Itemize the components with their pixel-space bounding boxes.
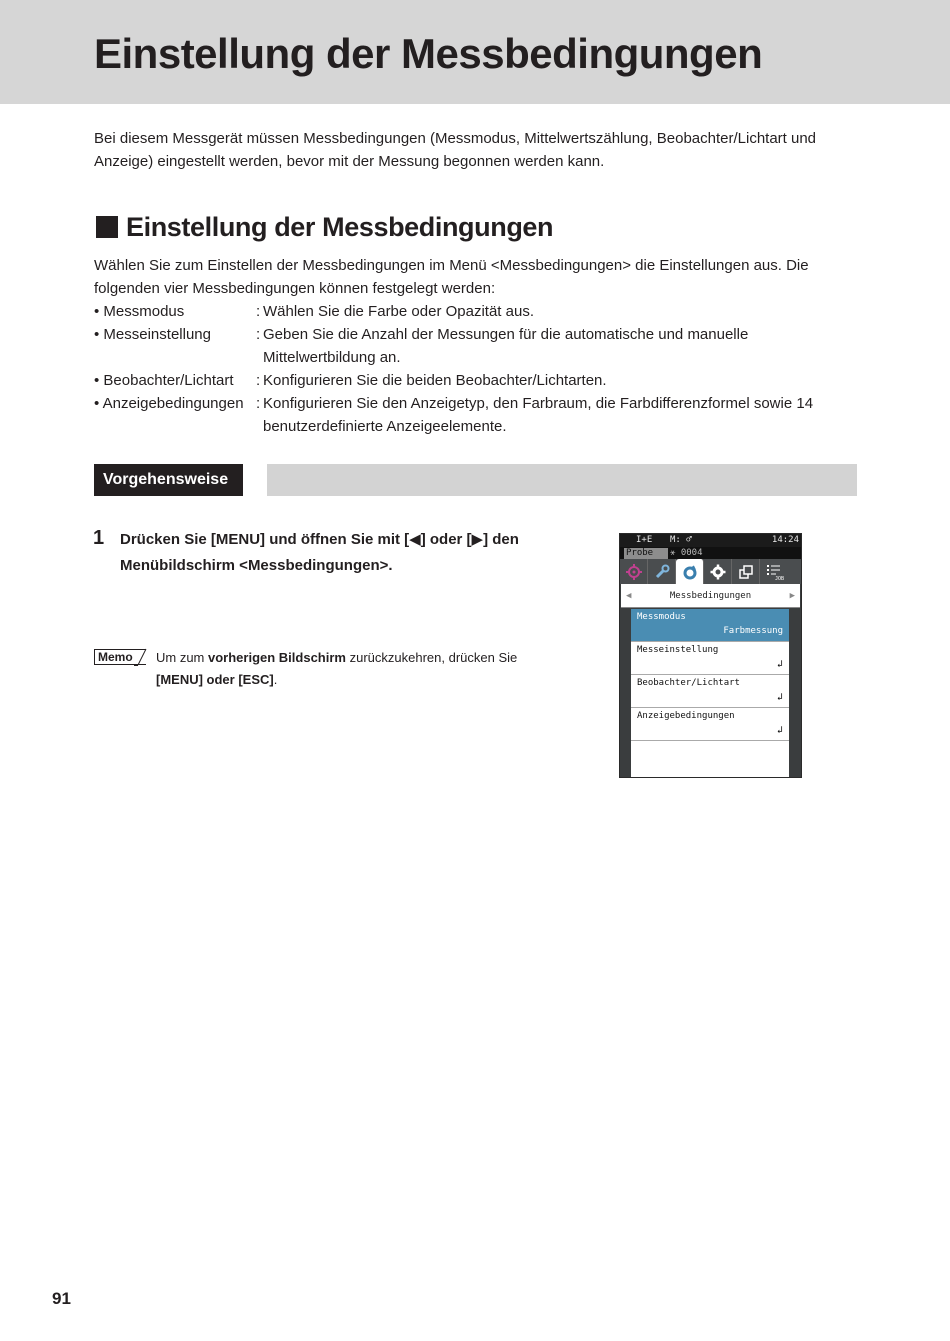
page-title: Einstellung der Messbedingungen xyxy=(94,30,763,77)
enter-icon: ↲ xyxy=(776,659,783,670)
right-arrow-icon[interactable]: ▶ xyxy=(789,591,795,601)
wrench-icon[interactable] xyxy=(648,559,676,584)
target-icon[interactable] xyxy=(620,559,648,584)
procedure-fill xyxy=(267,464,857,496)
page-number: 91 xyxy=(52,1289,71,1308)
procedure-bar xyxy=(94,464,857,496)
definition-desc: Wählen Sie die Farbe oder Opazität aus. xyxy=(263,303,534,320)
device-screen-title-bar xyxy=(621,584,800,608)
device-tab-bar xyxy=(620,559,801,584)
job-label: JOB xyxy=(775,575,785,582)
device-status-mode: I+E xyxy=(636,535,653,545)
definition-term: • Messeinstellung xyxy=(94,326,211,343)
square-bullet-icon xyxy=(96,216,118,238)
menu-item-messeinstellung[interactable] xyxy=(631,642,789,675)
intro-paragraph: Bei diesem Messgerät müssen Messbedingungen (Messmodus, Mittelwertszählung, Beobachter/Lichtart und Anzeige) eingestellt werden, bevor mit der Messung begonnen werden kann. xyxy=(94,130,817,170)
probe-number-value: 0004 xyxy=(680,548,703,558)
enter-icon: ↲ xyxy=(776,725,783,736)
procedure-label: Vorgehensweise xyxy=(94,464,243,496)
device-right-rail xyxy=(789,609,801,777)
memo-text-part: . xyxy=(273,672,278,687)
section-body: Wählen Sie zum Einstellen der Messbedingungen im Menü <Messbedingungen> die Einstellungen aus. Die folgenden vier Messbedingungen können festgelegt werden: xyxy=(94,257,809,297)
step-text: Drücken Sie [MENU] und öffnen Sie mit [◀] oder [▶] den Menübildschirm <Messbedingungen>. xyxy=(120,531,519,574)
drop-icon[interactable] xyxy=(676,559,704,584)
menu-item-label: Messeinstellung xyxy=(637,645,719,655)
device-probe-label: Probe xyxy=(624,548,668,559)
definition-term: • Messmodus xyxy=(94,303,185,320)
device-probe-row xyxy=(620,547,801,559)
device-clock: 14:24 xyxy=(771,535,799,545)
menu-item-label: Messmodus xyxy=(637,612,686,622)
windows-icon[interactable] xyxy=(732,559,760,584)
device-left-rail xyxy=(620,609,631,777)
colon: : xyxy=(256,303,261,320)
menu-item-messmodus[interactable] xyxy=(631,609,789,642)
memo-bold-part: vorherigen Bildschirm xyxy=(208,650,346,665)
device-screen-title: Messbedingungen xyxy=(669,591,752,601)
definition-list xyxy=(94,300,854,438)
colon: : xyxy=(256,395,261,412)
memo-text-part: Um zum xyxy=(156,650,208,665)
definition-row xyxy=(94,300,854,323)
gear-icon[interactable] xyxy=(704,559,732,584)
device-menu-list xyxy=(631,609,789,777)
device-status-bar xyxy=(620,534,801,547)
memo-text xyxy=(156,647,536,691)
memo-slash-icon xyxy=(138,649,148,665)
section-heading xyxy=(96,210,553,244)
definition-row xyxy=(94,323,854,369)
definition-desc: Konfigurieren Sie den Anzeigetyp, den Farbraum, die Farbdifferenzformel sowie 14 benutzerdefinierte Anzeigeelemente. xyxy=(263,395,814,435)
section-heading-text: Einstellung der Messbedingungen xyxy=(126,211,554,242)
enter-icon: ↲ xyxy=(776,692,783,703)
definition-term: • Anzeigebedingungen xyxy=(94,395,244,412)
device-screen xyxy=(619,533,802,778)
menu-item-beobachter[interactable] xyxy=(631,675,789,708)
definition-desc: Konfigurieren Sie die beiden Beobachter/Lichtarten. xyxy=(263,372,607,389)
procedure-gap xyxy=(243,464,267,496)
left-arrow-icon[interactable]: ◀ xyxy=(626,591,632,601)
colon: : xyxy=(256,372,261,389)
colon: : xyxy=(256,326,261,343)
definition-row xyxy=(94,369,854,392)
menu-item-label: Anzeigebedingungen xyxy=(637,711,735,721)
device-probe-number: ⚹ 0004 xyxy=(670,548,703,558)
memo-text-part: zurückzukehren, drücken Sie xyxy=(345,650,518,665)
definition-term: • Beobachter/Lichtart xyxy=(94,372,234,389)
memo-tag: Memo xyxy=(94,649,146,665)
device-status-icons: M: ♂ xyxy=(670,535,692,545)
memo-bold-part: [MENU] oder [ESC] xyxy=(156,672,274,687)
step-number: 1 xyxy=(93,527,105,549)
menu-item-value: Farbmessung xyxy=(723,626,783,636)
definition-desc: Geben Sie die Anzahl der Messungen für die automatische und manuelle Mittelwertbildung an. xyxy=(263,326,749,366)
menu-item-label: Beobachter/Lichtart xyxy=(637,678,740,688)
definition-row xyxy=(94,392,854,438)
job-list-icon[interactable] xyxy=(760,559,788,584)
menu-item-anzeigebedingungen[interactable] xyxy=(631,708,789,741)
